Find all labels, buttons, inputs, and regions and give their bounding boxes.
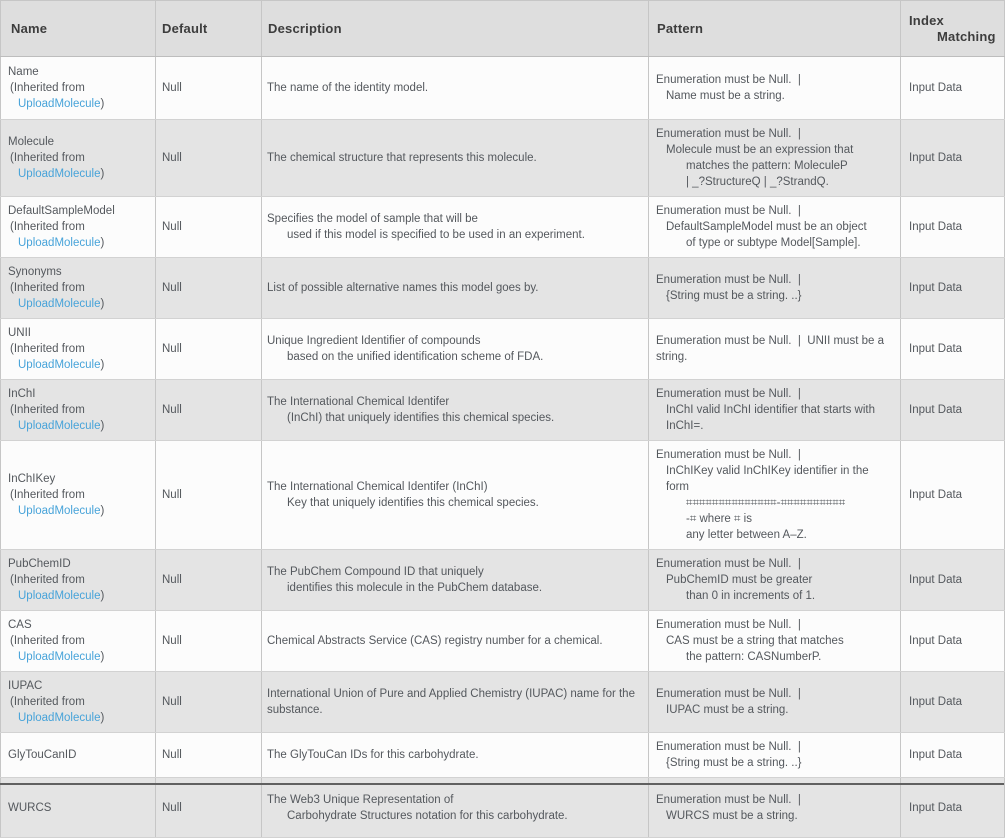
- pattern-line: {String must be a string. ..}: [666, 290, 802, 302]
- inherited-link-line: [8, 166, 149, 182]
- default-value: Null: [162, 404, 182, 416]
- default-cell: [156, 611, 262, 672]
- description-cell: [262, 672, 649, 733]
- column-header-label: Index: [909, 12, 944, 28]
- index-matching-value: Input Data: [909, 749, 963, 761]
- pattern-cell: [649, 672, 901, 733]
- inherited-close-paren: ): [100, 298, 105, 310]
- name-cell: [1, 672, 156, 733]
- property-name: InChIKey: [8, 473, 56, 485]
- property-name: UNII: [8, 327, 31, 339]
- table-row: [1, 672, 1005, 733]
- column-header-name: [1, 1, 156, 57]
- description-line: The International Chemical Identifer: [267, 396, 450, 408]
- pattern-line: Enumeration must be Null. |: [656, 619, 801, 631]
- description-line: The Web3 Unique Representation of: [267, 793, 454, 806]
- index-matching-value: Input Data: [909, 152, 963, 164]
- inherited-link-line: [8, 418, 149, 434]
- inherited-from-label: (Inherited from: [10, 696, 85, 708]
- upload-molecule-link[interactable]: UploadMolecule: [18, 712, 101, 724]
- index-matching-cell: [901, 778, 1005, 838]
- inherited-close-paren: ): [100, 712, 105, 724]
- inherited-link-line: [8, 296, 149, 312]
- default-value: Null: [162, 82, 182, 94]
- table-row: [1, 120, 1005, 197]
- description-line: based on the unified identification scheme of FDA.: [287, 351, 544, 363]
- inherited-link-line: [8, 503, 149, 519]
- table-row: [1, 778, 1005, 838]
- inherited-close-paren: ): [100, 420, 105, 432]
- default-cell: [156, 550, 262, 611]
- pattern-line: Enumeration must be Null. |: [656, 741, 801, 753]
- description-line: The GlyTouCan IDs for this carbohydrate.: [267, 749, 479, 761]
- pattern-line: matches the pattern: MoleculeP: [686, 160, 848, 172]
- index-matching-cell: [901, 550, 1005, 611]
- inherited-from-label: (Inherited from: [10, 635, 85, 647]
- column-header-label-line2: Matching: [937, 28, 996, 44]
- column-header-label: Name: [11, 21, 48, 36]
- pattern-cell: [649, 380, 901, 441]
- description-line: The chemical structure that represents this molecule.: [267, 152, 537, 164]
- property-name: InChI: [8, 388, 36, 400]
- pattern-line: IUPAC must be a string.: [666, 704, 789, 716]
- index-matching-cell: [901, 441, 1005, 550]
- table-row: [1, 319, 1005, 380]
- upload-molecule-link[interactable]: UploadMolecule: [18, 359, 101, 371]
- column-header-label: Description: [268, 21, 342, 36]
- default-value: Null: [162, 574, 182, 586]
- description-line: The International Chemical Identifer (InChI): [267, 481, 488, 493]
- upload-molecule-link[interactable]: UploadMolecule: [18, 168, 101, 180]
- description-line: The name of the identity model.: [267, 82, 429, 94]
- default-value: Null: [162, 221, 182, 233]
- pattern-cell: [649, 611, 901, 672]
- inherited-close-paren: ): [100, 590, 105, 602]
- pattern-line: Enumeration must be Null. |: [656, 205, 801, 217]
- description-cell: [262, 778, 649, 838]
- default-value: Null: [162, 696, 182, 708]
- default-value: Null: [162, 343, 182, 355]
- default-cell: [156, 733, 262, 778]
- table-row: [1, 197, 1005, 258]
- name-cell: [1, 380, 156, 441]
- index-matching-cell: [901, 197, 1005, 258]
- description-line: Key that uniquely identifies this chemical species.: [287, 497, 539, 509]
- pattern-line: Enumeration must be Null. |: [656, 388, 801, 400]
- property-name: Name: [8, 66, 39, 78]
- pattern-line: InChIKey valid InChIKey identifier in the form: [666, 465, 872, 493]
- pattern-line: Molecule must be an expression that: [666, 144, 854, 156]
- pattern-line: {String must be a string. ..}: [666, 757, 802, 769]
- description-line: identifies this molecule in the PubChem database.: [287, 582, 543, 594]
- description-line: Chemical Abstracts Service (CAS) registry number for a chemical.: [267, 635, 603, 647]
- pattern-cell: [649, 319, 901, 380]
- upload-molecule-link[interactable]: UploadMolecule: [18, 420, 101, 432]
- table-bottom-border: [0, 783, 1004, 785]
- description-cell: [262, 258, 649, 319]
- description-line: Specifies the model of sample that will be: [267, 213, 478, 225]
- pattern-line: PubChemID must be greater: [666, 574, 813, 586]
- description-line: List of possible alternative names this model goes by.: [267, 282, 539, 294]
- inherited-close-paren: ): [100, 359, 105, 371]
- index-matching-value: Input Data: [909, 696, 963, 708]
- default-value: Null: [162, 635, 182, 647]
- property-name: IUPAC: [8, 680, 43, 692]
- default-cell: [156, 778, 262, 838]
- index-matching-cell: [901, 120, 1005, 197]
- index-matching-value: Input Data: [909, 574, 963, 586]
- inherited-from-label: (Inherited from: [10, 152, 85, 164]
- default-value: Null: [162, 152, 182, 164]
- name-cell: [1, 319, 156, 380]
- pattern-line: | _?StructureQ | _?StrandQ.: [686, 176, 829, 188]
- table-row: [1, 611, 1005, 672]
- name-cell: [1, 197, 156, 258]
- description-cell: [262, 197, 649, 258]
- index-matching-value: Input Data: [909, 404, 963, 416]
- index-matching-cell: [901, 380, 1005, 441]
- pattern-cell: [649, 120, 901, 197]
- index-matching-value: Input Data: [909, 489, 963, 501]
- name-cell: [1, 611, 156, 672]
- pattern-cell: [649, 57, 901, 120]
- table-row: [1, 258, 1005, 319]
- inherited-link-line: [8, 588, 149, 604]
- pattern-line: DefaultSampleModel must be an object: [666, 221, 867, 233]
- default-value: Null: [162, 801, 182, 814]
- pattern-cell: [649, 778, 901, 838]
- inherited-from-label: (Inherited from: [10, 574, 85, 586]
- description-line: (InChI) that uniquely identifies this chemical species.: [287, 412, 555, 424]
- column-header-description: [262, 1, 649, 57]
- name-cell: [1, 258, 156, 319]
- property-name: PubChemID: [8, 558, 71, 570]
- upload-molecule-link[interactable]: UploadMolecule: [18, 298, 101, 310]
- pattern-cell: [649, 550, 901, 611]
- pattern-line: Enumeration must be Null. |: [656, 449, 801, 461]
- default-value: Null: [162, 282, 182, 294]
- pattern-line: Enumeration must be Null. |: [656, 274, 801, 286]
- index-matching-value: Input Data: [909, 801, 963, 814]
- index-matching-value: Input Data: [909, 282, 963, 294]
- default-cell: [156, 380, 262, 441]
- inherited-from-label: (Inherited from: [10, 82, 85, 94]
- index-matching-cell: [901, 672, 1005, 733]
- column-header-label: Pattern: [657, 21, 704, 36]
- name-cell: [1, 778, 156, 838]
- name-cell: [1, 550, 156, 611]
- default-cell: [156, 441, 262, 550]
- name-cell: [1, 57, 156, 120]
- description-line: The PubChem Compound ID that uniquely: [267, 566, 484, 578]
- header-row: [1, 1, 1005, 57]
- name-cell: [1, 441, 156, 550]
- inherited-link-line: [8, 235, 149, 251]
- inherited-from-label: (Inherited from: [10, 489, 85, 501]
- inherited-from-label: (Inherited from: [10, 343, 85, 355]
- pattern-line: Enumeration must be Null. |: [656, 128, 801, 140]
- inherited-from-label: (Inherited from: [10, 282, 85, 294]
- inherited-from-label: (Inherited from: [10, 404, 85, 416]
- name-cell: [1, 120, 156, 197]
- inherited-close-paren: ): [100, 168, 105, 180]
- pattern-cell: [649, 733, 901, 778]
- description-line: International Union of Pure and Applied Chemistry (IUPAC) name for the substance.: [267, 688, 639, 716]
- index-matching-cell: [901, 258, 1005, 319]
- upload-molecule-link[interactable]: UploadMolecule: [18, 651, 101, 663]
- pattern-line: Enumeration must be Null. |: [656, 558, 801, 570]
- pattern-line: Name must be a string.: [666, 90, 785, 102]
- description-cell: [262, 733, 649, 778]
- description-line: used if this model is specified to be used in an experiment.: [287, 229, 585, 241]
- index-matching-value: Input Data: [909, 635, 963, 647]
- property-name: Molecule: [8, 136, 55, 148]
- index-matching-cell: [901, 319, 1005, 380]
- pattern-line: than 0 in increments of 1.: [686, 590, 816, 602]
- description-cell: [262, 380, 649, 441]
- description-cell: [262, 550, 649, 611]
- inherited-close-paren: ): [100, 237, 105, 249]
- default-cell: [156, 197, 262, 258]
- upload-molecule-link[interactable]: UploadMolecule: [18, 237, 101, 249]
- pattern-line: -⌗ where ⌗ is: [686, 513, 752, 525]
- inherited-close-paren: ): [100, 98, 105, 110]
- index-matching-cell: [901, 611, 1005, 672]
- pattern-line: InChI valid InChI identifier that starts with InChI=.: [666, 404, 879, 432]
- pattern-line: WURCS must be a string.: [666, 809, 798, 822]
- table-row: [1, 441, 1005, 550]
- description-cell: [262, 319, 649, 380]
- inherited-close-paren: ): [100, 505, 105, 517]
- column-header-default: [156, 1, 262, 57]
- inherited-link-line: [8, 710, 149, 726]
- table-row: [1, 380, 1005, 441]
- default-cell: [156, 120, 262, 197]
- default-value: Null: [162, 489, 182, 501]
- property-name: Synonyms: [8, 266, 62, 278]
- description-cell: [262, 120, 649, 197]
- index-matching-cell: [901, 57, 1005, 120]
- default-cell: [156, 319, 262, 380]
- pattern-line: ⌗⌗⌗⌗⌗⌗⌗⌗⌗⌗⌗⌗⌗⌗-⌗⌗⌗⌗⌗⌗⌗⌗⌗⌗: [686, 497, 846, 509]
- default-cell: [156, 258, 262, 319]
- description-cell: [262, 57, 649, 120]
- table-row: [1, 550, 1005, 611]
- name-cell: [1, 733, 156, 778]
- pattern-cell: [649, 441, 901, 550]
- pattern-line: Enumeration must be Null. |: [656, 793, 801, 806]
- inherited-close-paren: ): [100, 651, 105, 663]
- description-line: Carbohydrate Structures notation for this carbohydrate.: [287, 809, 568, 822]
- property-name: GlyTouCanID: [8, 749, 77, 761]
- pattern-line: the pattern: CASNumberP.: [686, 651, 822, 663]
- pattern-line: CAS must be a string that matches: [666, 635, 844, 647]
- property-name: CAS: [8, 619, 32, 631]
- description-cell: [262, 441, 649, 550]
- description-cell: [262, 611, 649, 672]
- default-cell: [156, 57, 262, 120]
- pattern-cell: [649, 258, 901, 319]
- upload-molecule-link[interactable]: UploadMolecule: [18, 590, 101, 602]
- upload-molecule-link[interactable]: UploadMolecule: [18, 505, 101, 517]
- property-name: WURCS: [8, 801, 52, 814]
- pattern-line: Enumeration must be Null. |: [656, 74, 801, 86]
- table-row: [1, 733, 1005, 778]
- default-cell: [156, 672, 262, 733]
- index-matching-value: Input Data: [909, 221, 963, 233]
- pattern-line: any letter between A–Z.: [686, 529, 807, 541]
- upload-molecule-link[interactable]: UploadMolecule: [18, 98, 101, 110]
- index-matching-value: Input Data: [909, 82, 963, 94]
- column-header-pattern: [649, 1, 901, 57]
- pattern-line: Enumeration must be Null. |: [656, 688, 801, 700]
- column-header-label: Default: [162, 21, 208, 36]
- inherited-link-line: [8, 96, 149, 112]
- pattern-line: Enumeration must be Null. | UNII must be a string.: [656, 335, 888, 363]
- description-line: Unique Ingredient Identifier of compounds: [267, 335, 481, 347]
- pattern-line: of type or subtype Model[Sample].: [686, 237, 861, 249]
- index-matching-value: Input Data: [909, 343, 963, 355]
- default-value: Null: [162, 749, 182, 761]
- property-name: DefaultSampleModel: [8, 205, 115, 217]
- column-header-index-matching: [901, 1, 1005, 57]
- table-row: [1, 57, 1005, 120]
- index-matching-cell: [901, 733, 1005, 778]
- inherited-link-line: [8, 649, 149, 665]
- inherited-link-line: [8, 357, 149, 373]
- pattern-cell: [649, 197, 901, 258]
- inherited-from-label: (Inherited from: [10, 221, 85, 233]
